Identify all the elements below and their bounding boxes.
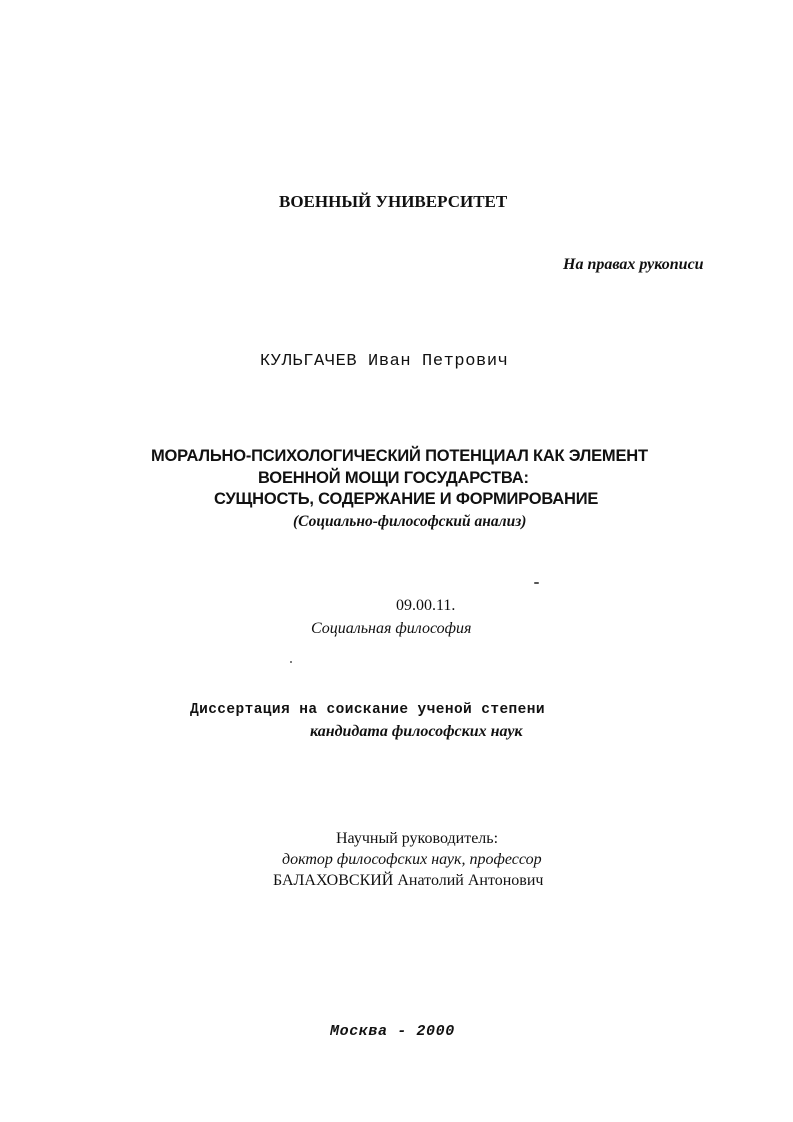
university-name: ВОЕННЫЙ УНИВЕРСИТЕТ [279,192,508,211]
supervisor-name: БАЛАХОВСКИЙ Анатолий Антонович [273,872,544,889]
title-line-1: МОРАЛЬНО-ПСИХОЛОГИЧЕСКИЙ ПОТЕНЦИАЛ КАК ЭЛЕМЕНТ [151,447,648,465]
author-name: КУЛЬГАЧЕВ Иван Петрович [260,352,509,371]
specialty-code: 09.00.11. [396,597,456,614]
manuscript-rights-note: На правах рукописи [563,256,704,273]
supervisor-label: Научный руководитель: [336,830,499,847]
city-year: Москва - 2000 [330,1023,455,1040]
title-line-3: СУЩНОСТЬ, СОДЕРЖАНИЕ И ФОРМИРОВАНИЕ [214,490,599,508]
scan-speck [534,582,539,584]
dissertation-degree-field: кандидата философских наук [310,723,523,740]
supervisor-degree: доктор философских наук, профессор [282,851,542,868]
specialty-name: Социальная философия [311,620,472,637]
dissertation-degree-line: Диссертация на соискание ученой степени [190,702,545,718]
title-line-2: ВОЕННОЙ МОЩИ ГОСУДАРСТВА: [258,469,529,487]
scan-speck [290,661,292,663]
title-subtitle: (Социально-философский анализ) [293,513,527,530]
